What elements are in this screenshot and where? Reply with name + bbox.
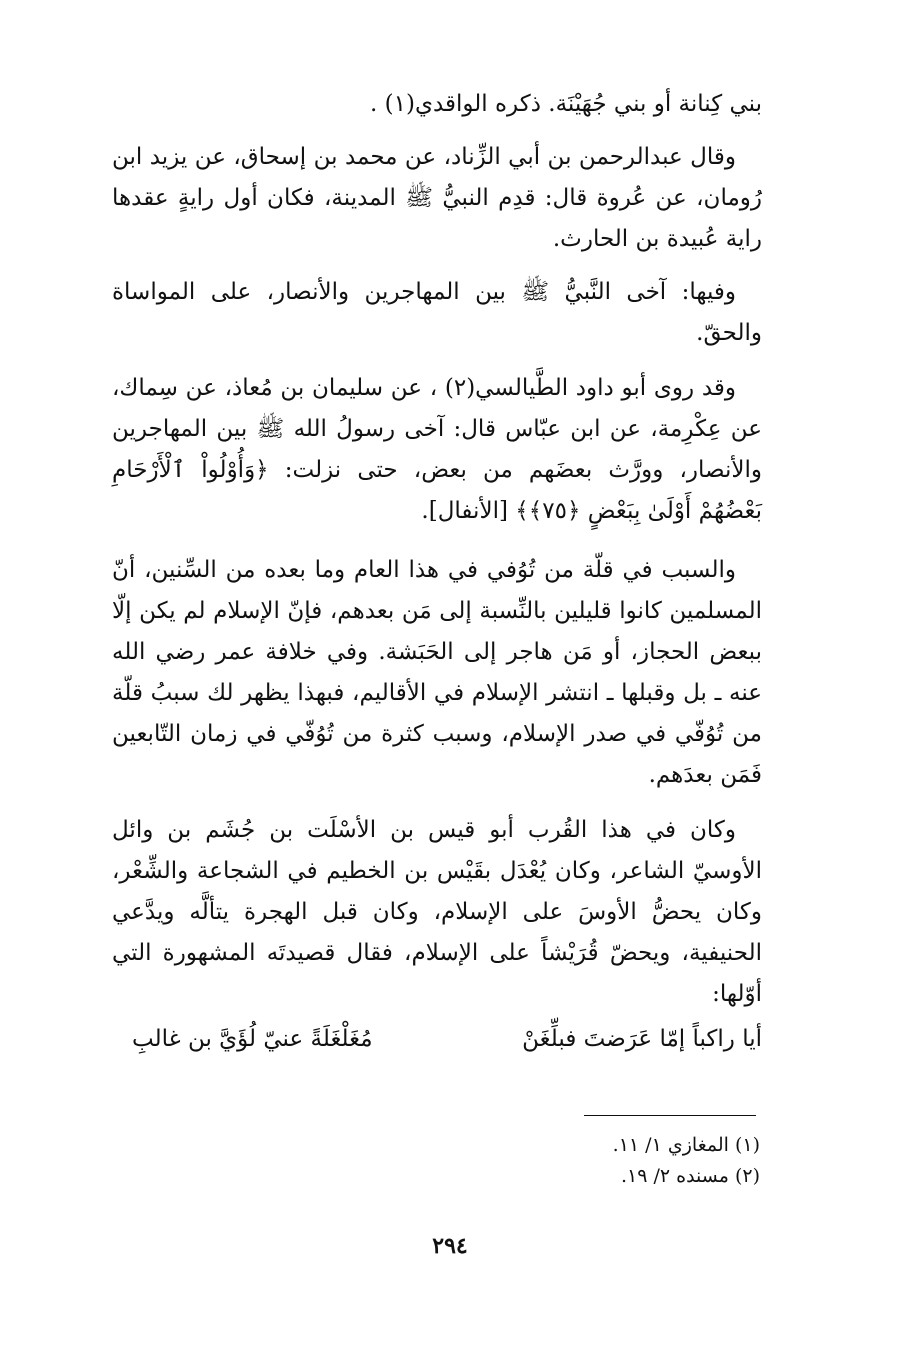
paragraph-6: وكان في هذا القُرب أبو قيس بن الأسْلَت بن جُشَم بن وائل الأوسيّ الشاعر، وكان يُعْدَل بقَيْس بن الخطيم في الشجاعة والشِّعْر، وكان يحضُّ الأوسَ على الإسلام، وكان قبل الهجرة يتألَّه ويدَّعي الحنيفية، ويحضّ قُرَيْشاً على الإسلام، فقال قصيدتَه المشهورة التي أوّلها: — [112, 817, 762, 1007]
footnote-divider — [584, 1115, 756, 1116]
paragraph-4: وقد روى أبو داود الطَّيالسي(٢) ، عن سليمان بن مُعاذ، عن سِماك، عن عِكْرِمة، عن ابن عبّاس قال: آخى رسولُ الله ﷺ بين المهاجرين والأنصار، وورَّث بعضَهم من بعض، حتى نزلت: ﴿وَأُوْلُواْ ٱلْأَرْحَامِ بَعْضُهُمْ أَوْلَىٰ بِبَعْضٍ ﴿٧٥﴾﴾ [الأنفال]. — [112, 375, 762, 524]
poem-verse — [112, 1019, 762, 1059]
verse-first-hemistich: أيا راكباً إمّا عَرَضتَ فبلِّغَنْ — [522, 1026, 762, 1052]
verse-second-hemistich: مُغَلْغَلَةً عنيّ لُؤَيَّ بن غالبِ — [132, 1026, 373, 1052]
page-number: ٢٩٤ — [432, 1233, 468, 1259]
footnote-1: (١) المغازي ١/ ١١. — [612, 1134, 760, 1156]
paragraph-2: وقال عبدالرحمن بن أبي الزِّناد، عن محمد بن إسحاق، عن يزيد ابن رُومان، عن عُروة قال: قدِم النبيُّ ﷺ المدينة، فكان أول رايةٍ عقدها راية عُبيدة بن الحارث. — [112, 144, 762, 252]
main-text — [112, 84, 762, 1059]
paragraph-5: والسبب في قلّة من تُوُفي في هذا العام وما بعده من السِّنين، أنّ المسلمين كانوا قليلين بالنِّسبة إلى مَن بعدهم، فإنّ الإسلام لم يكن إلّا ببعض الحجاز، أو مَن هاجر إلى الحَبَشة. وفي خلافة عمر رضي الله عنه ـ بل وقبلها ـ انتشر الإسلام في الأقاليم، فبهذا يظهر لك سببُ قلّة من تُوُفّي في صدر الإسلام، وسبب كثرة من تُوُفّي في زمان التّابعين فَمَن بعدَهم. — [112, 557, 762, 788]
paragraph-3: وفيها: آخى النَّبيُّ ﷺ بين المهاجرين والأنصار، على المواساة والحقّ. — [112, 279, 762, 346]
footnote-2: (٢) مسنده ٢/ ١٩. — [620, 1165, 760, 1187]
footnotes — [460, 1130, 760, 1192]
paragraph-1: بني كِنانة أو بني جُهَيْنَة. ذكره الواقدي(١) . — [370, 91, 762, 117]
